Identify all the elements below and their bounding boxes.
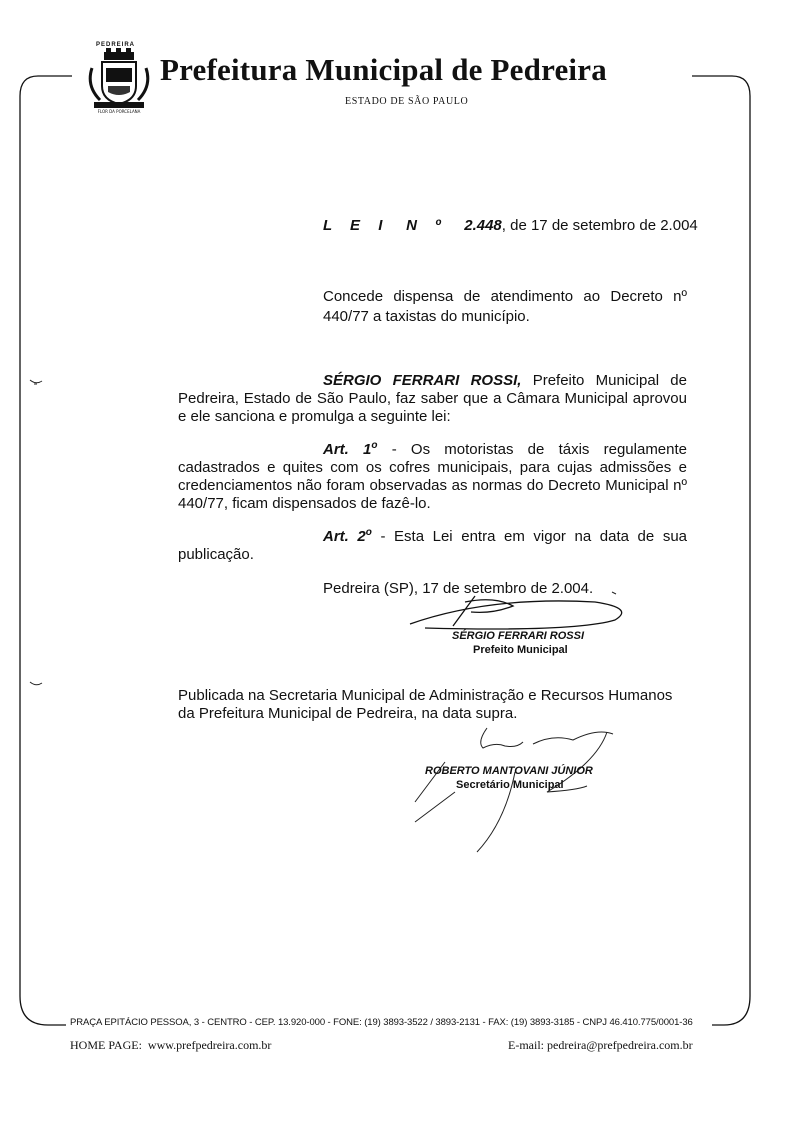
preamble-text: Prefeito Municipal de Pedreira, Estado de São Paulo, faz saber que a Câmara Municipal aprovou e ele sanciona e promulga a seguinte lei: (178, 372, 687, 425)
secretary-name: ROBERTO MANTOVANI JÚNIOR (425, 765, 593, 777)
page-title: Prefeitura Municipal de Pedreira (160, 52, 607, 87)
crest-bottom-text: FLOR DA PORCELANA (97, 109, 141, 114)
footer-email (508, 1038, 693, 1053)
law-number-label: N º (406, 217, 448, 234)
signature-date: Pedreira (SP), 17 de setembro de 2.004. (323, 580, 594, 597)
law-date: , de 17 de setembro de 2.004 (501, 217, 698, 234)
law-number: 2.448 (464, 217, 502, 234)
publication-note: Publicada na Secretaria Municipal de Administração e Recursos Humanos da Prefeitura Municipal de Pedreira, na data supra. (178, 687, 673, 722)
article-1-label: Art. 1 (323, 441, 372, 458)
secretary-signature (395, 722, 625, 862)
footer-address: PRAÇA EPITÁCIO PESSOA, 3 - CENTRO - CEP. 13.920-000 - FONE: (19) 3893-3522 / 3893-2131 - FAX: (19) 3893-3185 - CNPJ 46.410.775/0001-36 (70, 1017, 693, 1028)
article-1 (178, 441, 687, 513)
crest-top-text: PEDREIRA (96, 42, 136, 48)
article-2-sup: o (365, 527, 372, 538)
article-2-text: - Esta Lei entra em vigor na data de sua publicação. (178, 528, 687, 563)
crest-icon (84, 42, 154, 118)
article-2-label: Art. 2 (323, 528, 366, 545)
article-1-text: - Os motoristas de táxis regulamente cadastrados e quites com os cofres municipais, para cujas admissões e credenciamentos não foram observadas as normas do Decreto Municipal nº 440/77, ficam dispensados de fazê-lo. (178, 441, 688, 512)
preamble (178, 372, 687, 426)
law-label: L E I (323, 217, 390, 234)
article-1-sup: o (371, 440, 378, 451)
mayor-name-inline: SÉRGIO FERRARI ROSSI, (323, 372, 522, 389)
homepage-link[interactable]: www.prefpedreira.com.br (147, 1038, 272, 1052)
email-label: E-mail: (508, 1038, 544, 1052)
secretary-role: Secretário Municipal (456, 779, 564, 791)
footer-homepage (70, 1038, 271, 1053)
municipal-crest (84, 42, 154, 118)
state-subtitle: ESTADO DE SÃO PAULO (345, 96, 469, 107)
mayor-name: SÉRGIO FERRARI ROSSI (452, 630, 585, 642)
email-link[interactable]: pedreira@prefpedreira.com.br (547, 1038, 693, 1052)
mayor-role: Prefeito Municipal (473, 644, 568, 656)
law-heading (323, 217, 698, 234)
article-2 (178, 528, 687, 564)
law-summary: Concede dispensa de atendimento ao Decreto nº 440/77 a taxistas do município. (323, 288, 687, 325)
homepage-label: HOME PAGE: (70, 1038, 142, 1052)
